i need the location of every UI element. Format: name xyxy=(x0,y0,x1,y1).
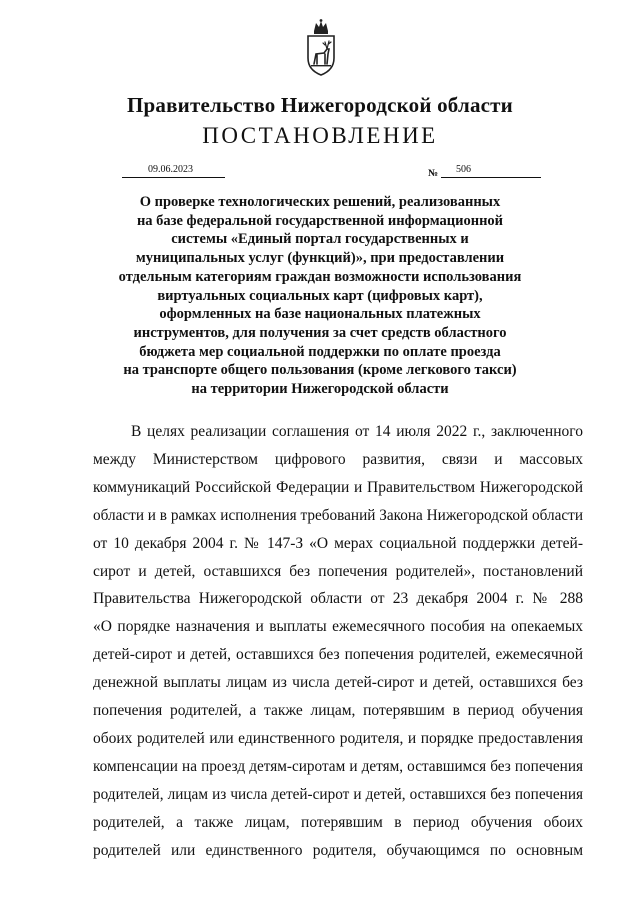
document-heading xyxy=(60,193,580,399)
body-line: родителей, лицам из числа детей-сирот и детей, оставшихся без попечения xyxy=(93,785,583,803)
body-line: между Министерством цифрового развития, связи и массовых xyxy=(93,450,583,468)
heading-line: инструментов, для получения за счет средств областного xyxy=(133,324,507,341)
body-line: обоих родителей или единственного родителя, и порядке предоставления xyxy=(93,729,583,747)
heading-line: виртуальных социальных карт (цифровых карт), xyxy=(157,287,483,304)
document-date: 09.06.2023 xyxy=(122,164,225,178)
heading-line: оформленных на базе национальных платежных xyxy=(159,306,481,323)
body-line: области и в рамках исполнения требований Закона Нижегородской области xyxy=(93,506,583,524)
government-name: Правительство Нижегородской области xyxy=(127,93,513,117)
body-line: сирот и детей, оставшихся без попечения родителей», постановлений xyxy=(93,562,583,580)
body-line: родителей или единственного родителя, обучающимся по основным xyxy=(93,841,583,859)
coat-of-arms-icon xyxy=(302,18,340,78)
heading-line: системы «Единый портал государственных и xyxy=(171,231,469,248)
document-number: 506 xyxy=(441,164,541,178)
body-line: Правительства Нижегородской области от 23 декабря 2004 г. № 288 xyxy=(93,590,583,608)
body-paragraph xyxy=(93,418,583,865)
body-line: коммуникаций Российской Федерации и Правительством Нижегородской xyxy=(93,478,583,496)
body-line: «О порядке назначения и выплаты ежемесячного пособия на опекаемых xyxy=(93,618,583,636)
body-line: денежной выплаты лицам из числа детей-сирот и детей, оставшихся без xyxy=(93,674,583,692)
heading-line: О проверке технологических решений, реализованных xyxy=(139,194,501,210)
body-line: попечения родителей, а также лицам, потерявшим в период обучения xyxy=(93,702,583,720)
heading-line: бюджета мер социальной поддержки по оплате проезда xyxy=(139,343,501,360)
heading-line: отдельным категориям граждан возможности использования xyxy=(118,268,522,285)
heading-line: на транспорте общего пользования (кроме легкового такси) xyxy=(123,362,517,379)
body-line: В целях реализации соглашения от 14 июля 2022 г., заключенного xyxy=(131,423,583,440)
body-line: родителей, а также лицам, потерявшим в период обучения обоих xyxy=(93,813,583,831)
body-line: детей-сирот и детей, оставшихся без попечения родителей, ежемесячной xyxy=(93,646,583,664)
heading-line: на базе федеральной государственной информационной xyxy=(136,212,504,229)
body-line: компенсации на проезд детям-сиротам и детям, оставшимся без попечения xyxy=(93,757,583,775)
number-label: № xyxy=(428,168,439,179)
heading-line: на территории Нижегородской области xyxy=(191,381,449,398)
document-type: ПОСТАНОВЛЕНИЕ xyxy=(202,123,438,148)
heading-line: муниципальных услуг (функций)», при предоставлении xyxy=(135,250,505,267)
body-line: от 10 декабря 2004 г. № 147-З «О мерах социальной поддержки детей- xyxy=(93,534,583,552)
